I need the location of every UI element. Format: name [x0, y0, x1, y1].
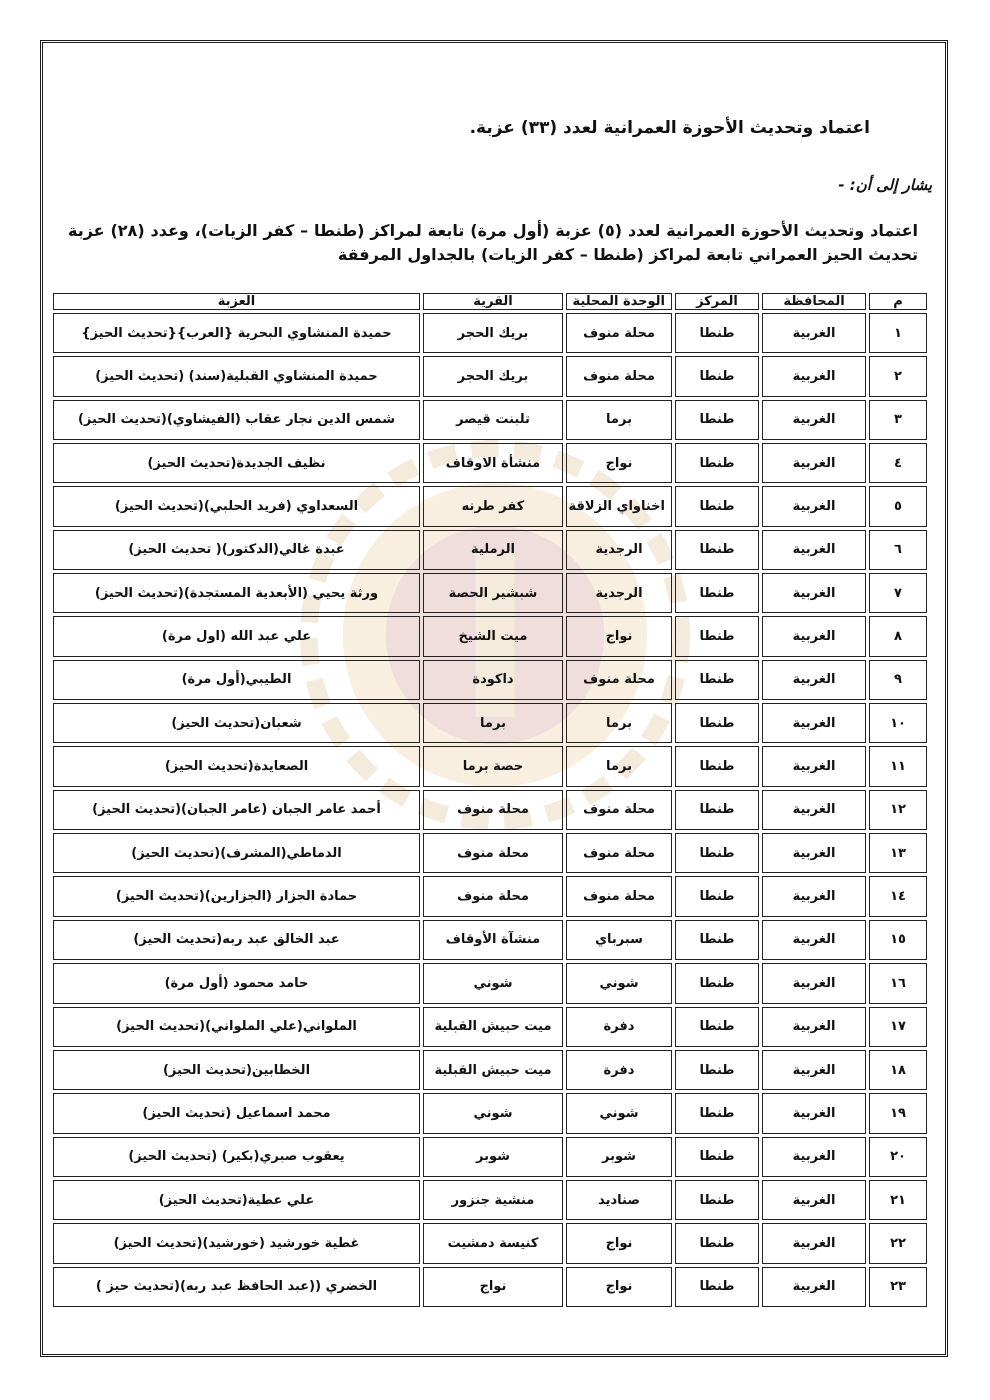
cell-center: طنطا — [675, 1267, 759, 1307]
cell-index: ١١ — [869, 746, 927, 786]
cell-center: طنطا — [675, 703, 759, 743]
cell-local-unit: سبرباي — [566, 920, 672, 960]
cell-local-unit: شوني — [566, 963, 672, 1003]
table-row — [53, 573, 927, 613]
cell-village: كفر طرنه — [423, 486, 563, 526]
cell-village: حصة برما — [423, 746, 563, 786]
cell-governorate: الغربية — [762, 486, 866, 526]
cell-village: شبشير الحصة — [423, 573, 563, 613]
cell-index: ٦ — [869, 530, 927, 570]
cell-hamlet: شعبان(تحديث الحيز) — [53, 703, 420, 743]
table-row — [53, 530, 927, 570]
table-row — [53, 1267, 927, 1307]
cell-governorate: الغربية — [762, 1050, 866, 1090]
header-local-unit: الوحدة المحلية — [566, 293, 672, 310]
cell-governorate: الغربية — [762, 530, 866, 570]
table-row — [53, 1137, 927, 1177]
cell-center: طنطا — [675, 1093, 759, 1133]
header-center: المركز — [675, 293, 759, 310]
cell-center: طنطا — [675, 616, 759, 656]
cell-hamlet: الخطابين(تحديث الحيز) — [53, 1050, 420, 1090]
table-row — [53, 1223, 927, 1263]
cell-village: تلبنت قيصر — [423, 400, 563, 440]
cell-index: ٢٢ — [869, 1223, 927, 1263]
cell-governorate: الغربية — [762, 400, 866, 440]
cell-village: ميت الشيخ — [423, 616, 563, 656]
cell-village: محلة منوف — [423, 876, 563, 916]
cell-village: منشية جنزور — [423, 1180, 563, 1220]
cell-center: طنطا — [675, 746, 759, 786]
table-row — [53, 876, 927, 916]
cell-center: طنطا — [675, 486, 759, 526]
cell-governorate: الغربية — [762, 1223, 866, 1263]
cell-center: طنطا — [675, 1223, 759, 1263]
cell-local-unit: برما — [566, 703, 672, 743]
cell-index: ٧ — [869, 573, 927, 613]
cell-hamlet: عبدة غالي(الدكتور)( تحديث الحيز) — [53, 530, 420, 570]
table-row — [53, 356, 927, 396]
table-row — [53, 443, 927, 483]
cell-index: ١٢ — [869, 790, 927, 830]
cell-hamlet: السعداوي (فريد الحلبي)(تحديث الحيز) — [53, 486, 420, 526]
cell-local-unit: نواج — [566, 443, 672, 483]
cell-index: ١٠ — [869, 703, 927, 743]
cell-center: طنطا — [675, 400, 759, 440]
cell-hamlet: نظيف الجديدة(تحديث الحيز) — [53, 443, 420, 483]
cell-village: شوني — [423, 963, 563, 1003]
table-row — [53, 660, 927, 700]
cell-hamlet: محمد اسماعيل (تحديث الحيز) — [53, 1093, 420, 1133]
cell-index: ١٦ — [869, 963, 927, 1003]
cell-local-unit: صناديد — [566, 1180, 672, 1220]
table-row — [53, 1007, 927, 1047]
table-row — [53, 486, 927, 526]
cell-governorate: الغربية — [762, 660, 866, 700]
header-index: م — [869, 293, 927, 310]
cell-village: محلة منوف — [423, 790, 563, 830]
cell-local-unit: دفرة — [566, 1007, 672, 1047]
cell-hamlet: ورثة يحيي (الأبعدية المستجدة)(تحديث الحيز) — [53, 573, 420, 613]
cell-village: محلة منوف — [423, 833, 563, 873]
cell-hamlet: الطيبي(أول مرة) — [53, 660, 420, 700]
cell-center: طنطا — [675, 660, 759, 700]
cell-village: شوبر — [423, 1137, 563, 1177]
cell-governorate: الغربية — [762, 876, 866, 916]
cell-governorate: الغربية — [762, 1007, 866, 1047]
cell-hamlet: الصعايدة(تحديث الحيز) — [53, 746, 420, 786]
cell-hamlet: حميدة المنشاوي البحرية {العرب}{تحديث الحيز} — [53, 313, 420, 353]
cell-hamlet: أحمد عامر الجبان (عامر الجبان)(تحديث الحيز) — [53, 790, 420, 830]
cell-village: داكودة — [423, 660, 563, 700]
cell-governorate: الغربية — [762, 1137, 866, 1177]
cell-hamlet: عبد الخالق عبد ربه(تحديث الحيز) — [53, 920, 420, 960]
cell-local-unit: محلة منوف — [566, 313, 672, 353]
note-label: يشار إلى أن: - — [838, 176, 932, 194]
cell-hamlet: الملواني(علي الملواني)(تحديث الحيز) — [53, 1007, 420, 1047]
cell-center: طنطا — [675, 1180, 759, 1220]
header-governorate: المحافظة — [762, 293, 866, 310]
cell-center: طنطا — [675, 530, 759, 570]
cell-village: بريك الحجر — [423, 313, 563, 353]
cell-local-unit: شوبر — [566, 1137, 672, 1177]
cell-governorate: الغربية — [762, 1267, 866, 1307]
cell-index: ١٤ — [869, 876, 927, 916]
cell-village: بريك الحجر — [423, 356, 563, 396]
cell-governorate: الغربية — [762, 1180, 866, 1220]
cell-hamlet: غطية خورشيد (خورشيد)(تحديث الحيز) — [53, 1223, 420, 1263]
table-row — [53, 1093, 927, 1133]
cell-center: طنطا — [675, 876, 759, 916]
cell-index: ٥ — [869, 486, 927, 526]
table-row — [53, 616, 927, 656]
cell-governorate: الغربية — [762, 703, 866, 743]
cell-index: ١٩ — [869, 1093, 927, 1133]
cell-index: ١٣ — [869, 833, 927, 873]
cell-index: ٤ — [869, 443, 927, 483]
cell-local-unit: محلة منوف — [566, 790, 672, 830]
cell-index: ٨ — [869, 616, 927, 656]
cell-center: طنطا — [675, 443, 759, 483]
cell-hamlet: حامد محمود (أول مرة) — [53, 963, 420, 1003]
cell-local-unit: اخناواي الزلاقة — [566, 486, 672, 526]
cell-local-unit: دفرة — [566, 1050, 672, 1090]
cell-village: منشأة الاوقاف — [423, 443, 563, 483]
cell-index: ٩ — [869, 660, 927, 700]
cell-village: ميت حبيش القبلية — [423, 1050, 563, 1090]
cell-hamlet: الدماطي(المشرف)(تحديث الحيز) — [53, 833, 420, 873]
cell-center: طنطا — [675, 1137, 759, 1177]
cell-center: طنطا — [675, 356, 759, 396]
cell-local-unit: محلة منوف — [566, 833, 672, 873]
cell-index: ٢٠ — [869, 1137, 927, 1177]
table-row — [53, 833, 927, 873]
cell-center: طنطا — [675, 790, 759, 830]
cell-governorate: الغربية — [762, 920, 866, 960]
table-row — [53, 920, 927, 960]
cell-governorate: الغربية — [762, 313, 866, 353]
cell-center: طنطا — [675, 1007, 759, 1047]
cell-governorate: الغربية — [762, 833, 866, 873]
cell-center: طنطا — [675, 833, 759, 873]
cell-hamlet: حمادة الجزار (الجزارين)(تحديث الحيز) — [53, 876, 420, 916]
table-row — [53, 790, 927, 830]
cell-local-unit: محلة منوف — [566, 876, 672, 916]
table-row — [53, 1050, 927, 1090]
cell-village: نواج — [423, 1267, 563, 1307]
cell-governorate: الغربية — [762, 616, 866, 656]
cell-center: طنطا — [675, 1050, 759, 1090]
cell-village: برما — [423, 703, 563, 743]
header-hamlet: العزبة — [53, 293, 420, 310]
table-row — [53, 400, 927, 440]
cell-hamlet: الخضري ((عبد الحافظ عبد ربه)(تحديث حيز ) — [53, 1267, 420, 1307]
cell-index: ١٨ — [869, 1050, 927, 1090]
cell-governorate: الغربية — [762, 1093, 866, 1133]
cell-center: طنطا — [675, 313, 759, 353]
cell-hamlet: علي عبد الله (اول مرة) — [53, 616, 420, 656]
cell-local-unit: شوني — [566, 1093, 672, 1133]
cell-center: طنطا — [675, 920, 759, 960]
cell-center: طنطا — [675, 573, 759, 613]
cell-index: ١٥ — [869, 920, 927, 960]
cell-governorate: الغربية — [762, 573, 866, 613]
cell-governorate: الغربية — [762, 963, 866, 1003]
cell-governorate: الغربية — [762, 746, 866, 786]
cell-index: ٢١ — [869, 1180, 927, 1220]
table-header-row — [53, 293, 927, 310]
table-row — [53, 703, 927, 743]
cell-local-unit: نواج — [566, 616, 672, 656]
cell-hamlet: يعقوب صبري(بكير) (تحديث الحيز) — [53, 1137, 420, 1177]
cell-local-unit: برما — [566, 746, 672, 786]
intro-paragraph: اعتماد وتحديث الأحوزة العمرانية لعدد (٥) عزبة (أول مرة) تابعة لمراكز (طنطا – كفر الزيات)، وعدد (٢٨) عزبة تحديث الحيز العمراني تابعة لمراكز (طنطا – كفر الزيات) بالجداول المرفقة — [68, 221, 918, 264]
cell-local-unit: محلة منوف — [566, 660, 672, 700]
cell-hamlet: علي عطية(تحديث الحيز) — [53, 1180, 420, 1220]
cell-index: ٢ — [869, 356, 927, 396]
table-row — [53, 313, 927, 353]
document-title: اعتماد وتحديث الأحوزة العمرانية لعدد (٣٣) عزبة. — [469, 118, 870, 138]
cell-local-unit: الرجدية — [566, 530, 672, 570]
header-village: القرية — [423, 293, 563, 310]
cell-local-unit: برما — [566, 400, 672, 440]
cell-village: كنيسة دمشيت — [423, 1223, 563, 1263]
cell-local-unit: نواج — [566, 1223, 672, 1263]
cell-governorate: الغربية — [762, 356, 866, 396]
cell-village: ميت حبيش القبلية — [423, 1007, 563, 1047]
table-row — [53, 1180, 927, 1220]
cell-governorate: الغربية — [762, 790, 866, 830]
cell-hamlet: حميدة المنشاوي القبلية(سند) (تحديث الحيز) — [53, 356, 420, 396]
cell-index: ١٧ — [869, 1007, 927, 1047]
table-row — [53, 746, 927, 786]
table-row — [53, 963, 927, 1003]
cell-village: الرملية — [423, 530, 563, 570]
cell-center: طنطا — [675, 963, 759, 1003]
cell-index: ٢٣ — [869, 1267, 927, 1307]
cell-village: شوني — [423, 1093, 563, 1133]
cell-local-unit: نواج — [566, 1267, 672, 1307]
cell-index: ٣ — [869, 400, 927, 440]
villages-table — [50, 290, 930, 1310]
cell-local-unit: محلة منوف — [566, 356, 672, 396]
cell-village: منشآة الأوقاف — [423, 920, 563, 960]
cell-index: ١ — [869, 313, 927, 353]
cell-local-unit: الرجدية — [566, 573, 672, 613]
cell-hamlet: شمس الدين نجار عقاب (الفيشاوي)(تحديث الحيز) — [53, 400, 420, 440]
cell-governorate: الغربية — [762, 443, 866, 483]
